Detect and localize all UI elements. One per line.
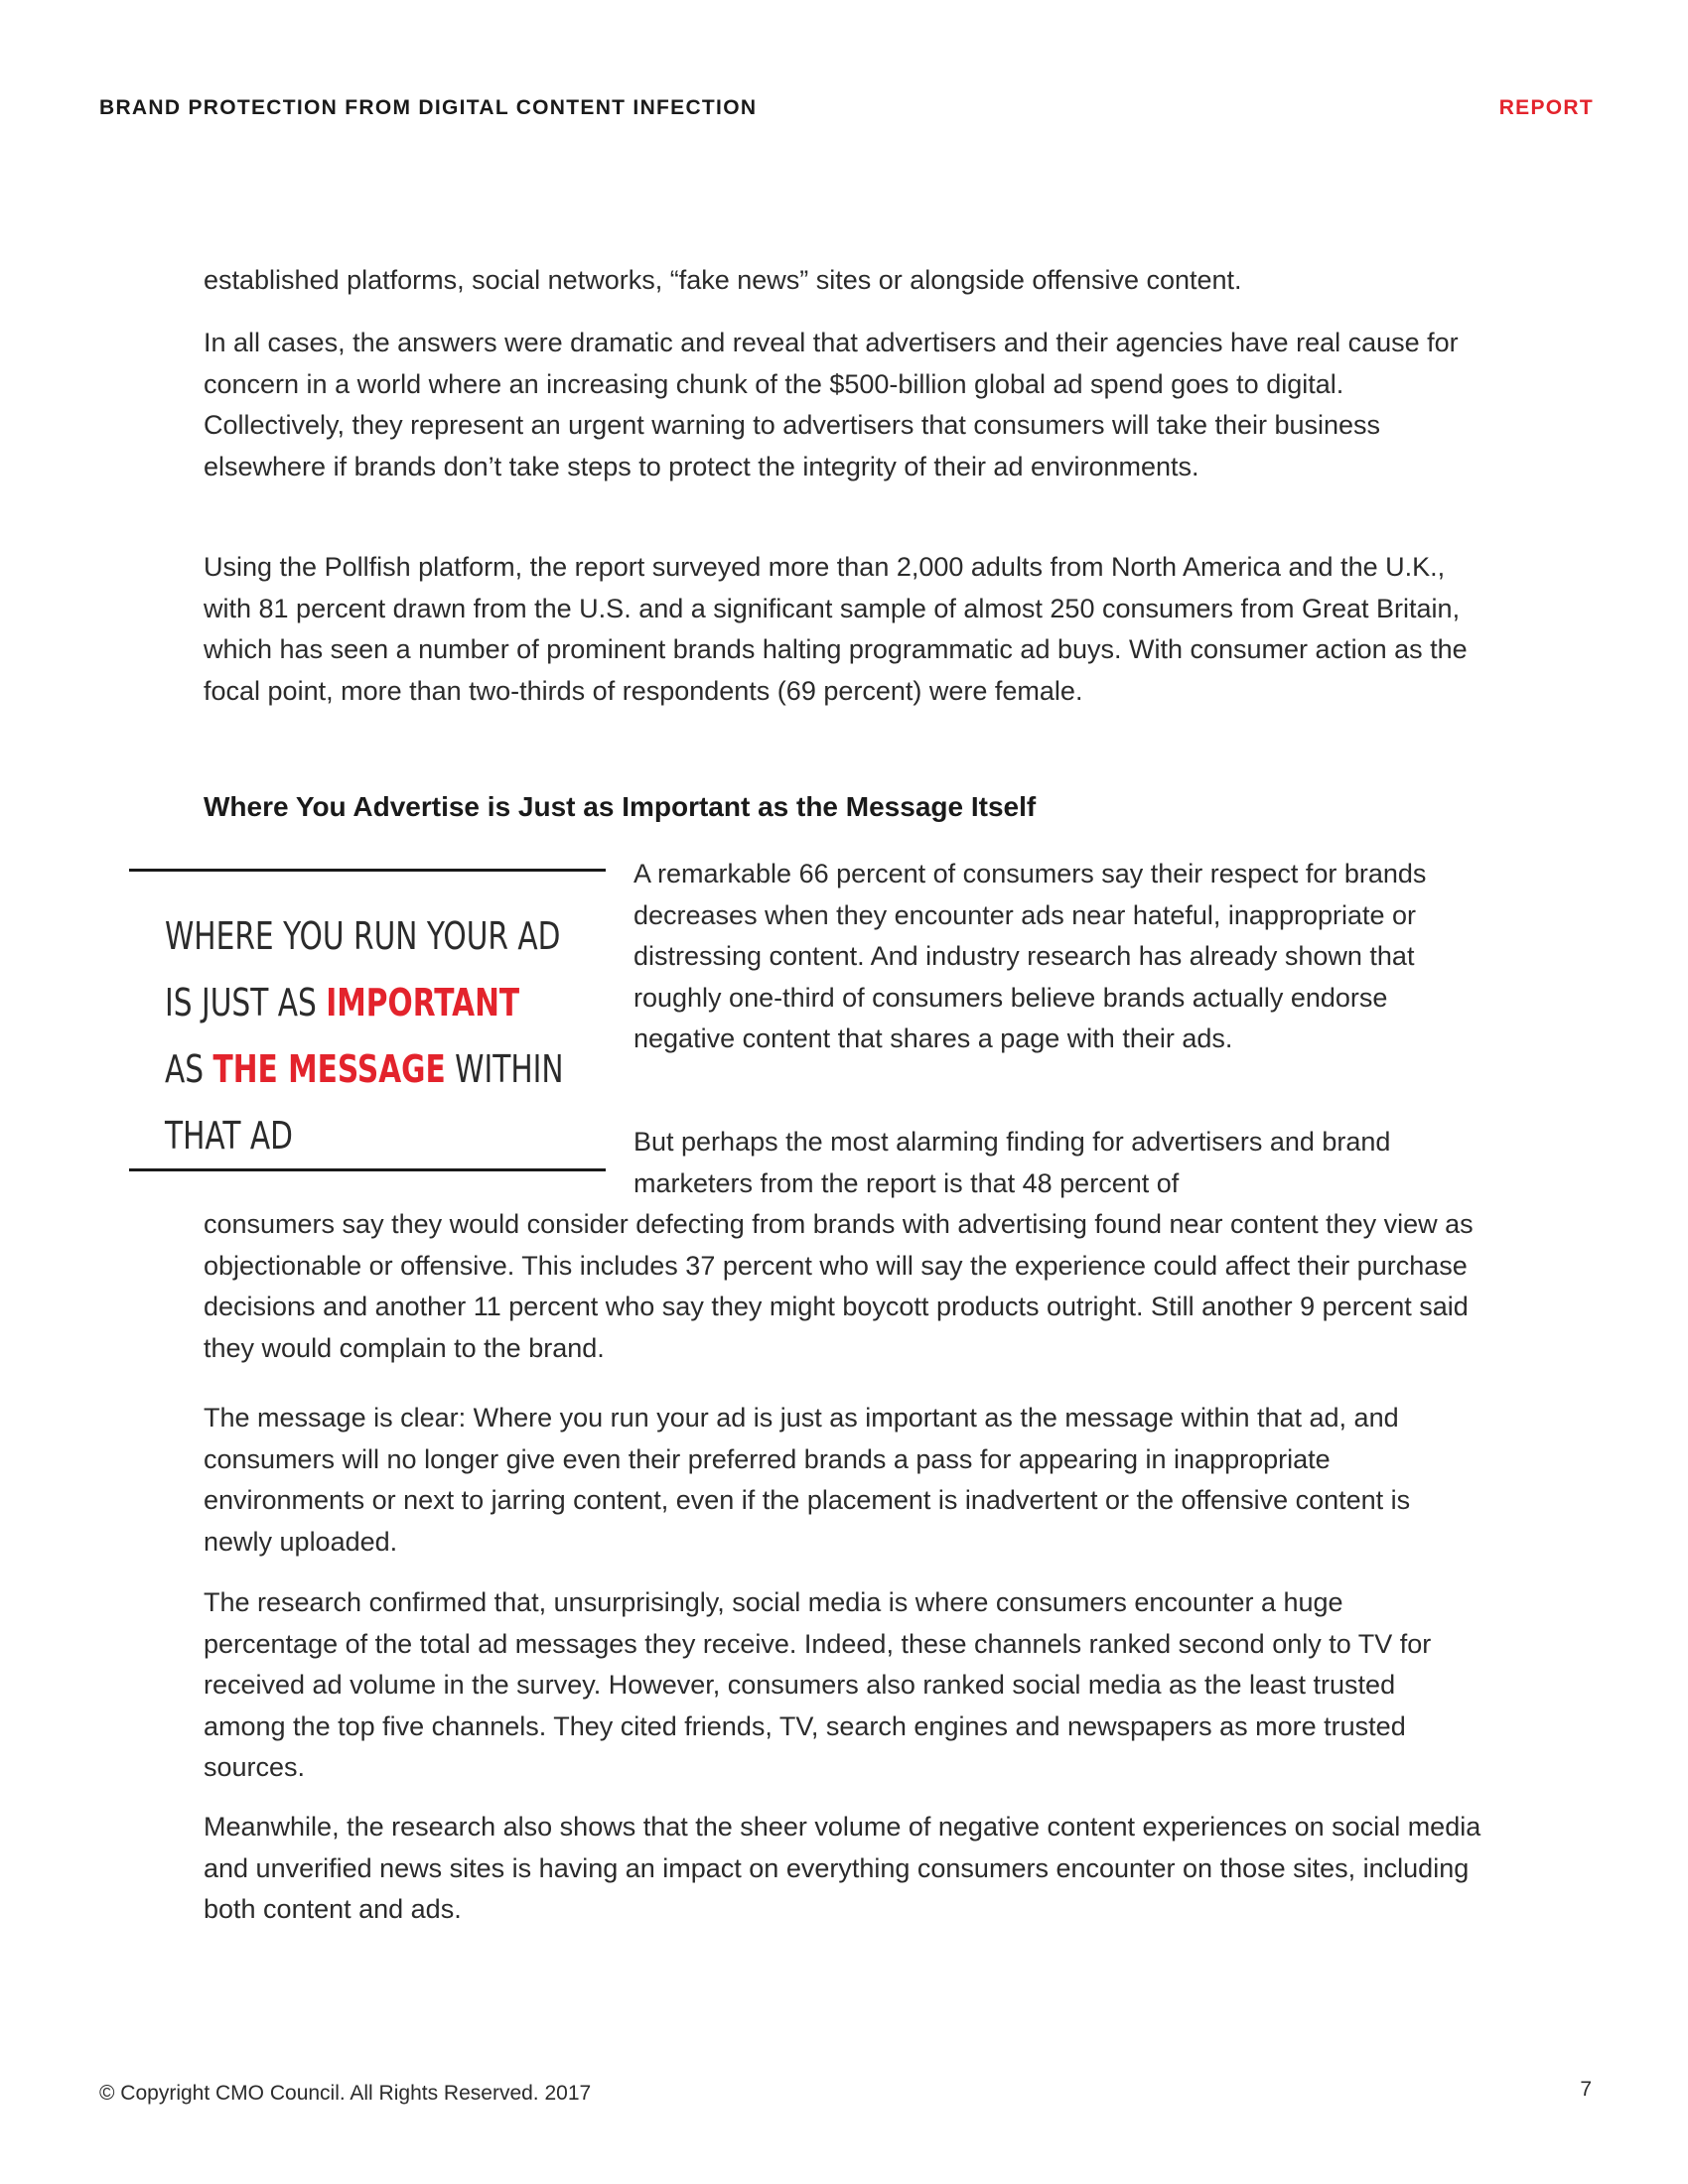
pull-quote-text-part: AS: [165, 1047, 213, 1091]
paragraph-2: In all cases, the answers were dramatic and reveal that advertisers and their agencies have real cause for concern in a world where an increasing chunk of the $500-billion global ad spend goes to digital. Collectively, they represent an urgent warning to advertisers that consumers will take their business elsewhere if brands don’t take steps to protect the integrity of their ad environments.: [204, 328, 1459, 481]
pull-quote-text-part: IS JUST AS: [165, 981, 327, 1024]
pull-quote-highlight-message: THE MESSAGE: [212, 1047, 446, 1091]
pull-quote-line-1: WHERE YOU RUN YOUR AD: [165, 914, 561, 958]
paragraph-4: A remarkable 66 percent of consumers say their respect for brands decreases when they encounter ads near hateful, inappropriate or distressing content. And industry research has already shown that roughly one-third of consumers believe brands actually endorse negative content that shares a page with their ads.: [633, 859, 1427, 1053]
paragraph-6: The message is clear: Where you run your ad is just as important as the message within that ad, and consumers will no longer give even their preferred brands a pass for appearing in inappropriate environments or next to jarring content, even if the placement is inadvertent or the offensive content is newly uploaded.: [204, 1403, 1411, 1557]
copyright-notice: © Copyright CMO Council. All Rights Reserved. 2017: [99, 2082, 592, 2105]
report-title: BRAND PROTECTION FROM DIGITAL CONTENT INFECTION: [99, 96, 758, 119]
pull-quote: [129, 869, 606, 1171]
paragraph-3: Using the Pollfish platform, the report surveyed more than 2,000 adults from North America and the U.K., with 81 percent drawn from the U.S. and a significant sample of almost 250 consumers from Great Britain, which has seen a number of prominent brands halting programmatic ad buys. With consumer action as the focal point, more than two-thirds of respondents (69 percent) were female.: [204, 552, 1468, 706]
pull-quote-text: [165, 903, 564, 1169]
paragraph-5-continued: consumers say they would consider defecting from brands with advertising found near content they view as objectionable or offensive. This includes 37 percent who will say the experience could affect their purchase decisions and another 11 percent who say they might boycott products outright. Still another 9 percent said they would complain to the brand.: [204, 1209, 1474, 1363]
paragraph-1: established platforms, social networks, “fake news” sites or alongside offensive content.: [204, 265, 1242, 295]
paragraph-8: Meanwhile, the research also shows that the sheer volume of negative content experiences on social media and unverified news sites is having an impact on everything consumers encounter on those sites, including both content and ads.: [204, 1812, 1481, 1924]
pull-quote-highlight-important: IMPORTANT: [326, 981, 520, 1024]
paragraph-7: The research confirmed that, unsurprisingly, social media is where consumers encounter a huge percentage of the total ad messages they receive. Indeed, these channels ranked second only to TV for received ad volume in the survey. However, consumers also ranked social media as the least trusted among the top five channels. They cited friends, TV, search engines and newspapers as more trusted sources.: [204, 1587, 1432, 1782]
pull-quote-text-part: WITHIN: [445, 1047, 564, 1091]
paragraph-5-start: But perhaps the most alarming finding for advertisers and brand marketers from the report is that 48 percent of: [633, 1127, 1391, 1198]
report-label: REPORT: [1498, 96, 1594, 119]
section-heading: Where You Advertise is Just as Important as the Message Itself: [204, 791, 1037, 822]
pull-quote-line-4: THAT AD: [165, 1114, 294, 1158]
page-number: 7: [1580, 2078, 1592, 2101]
pull-quote-line-2: [165, 970, 520, 1036]
pull-quote-line-3: [165, 1036, 564, 1103]
